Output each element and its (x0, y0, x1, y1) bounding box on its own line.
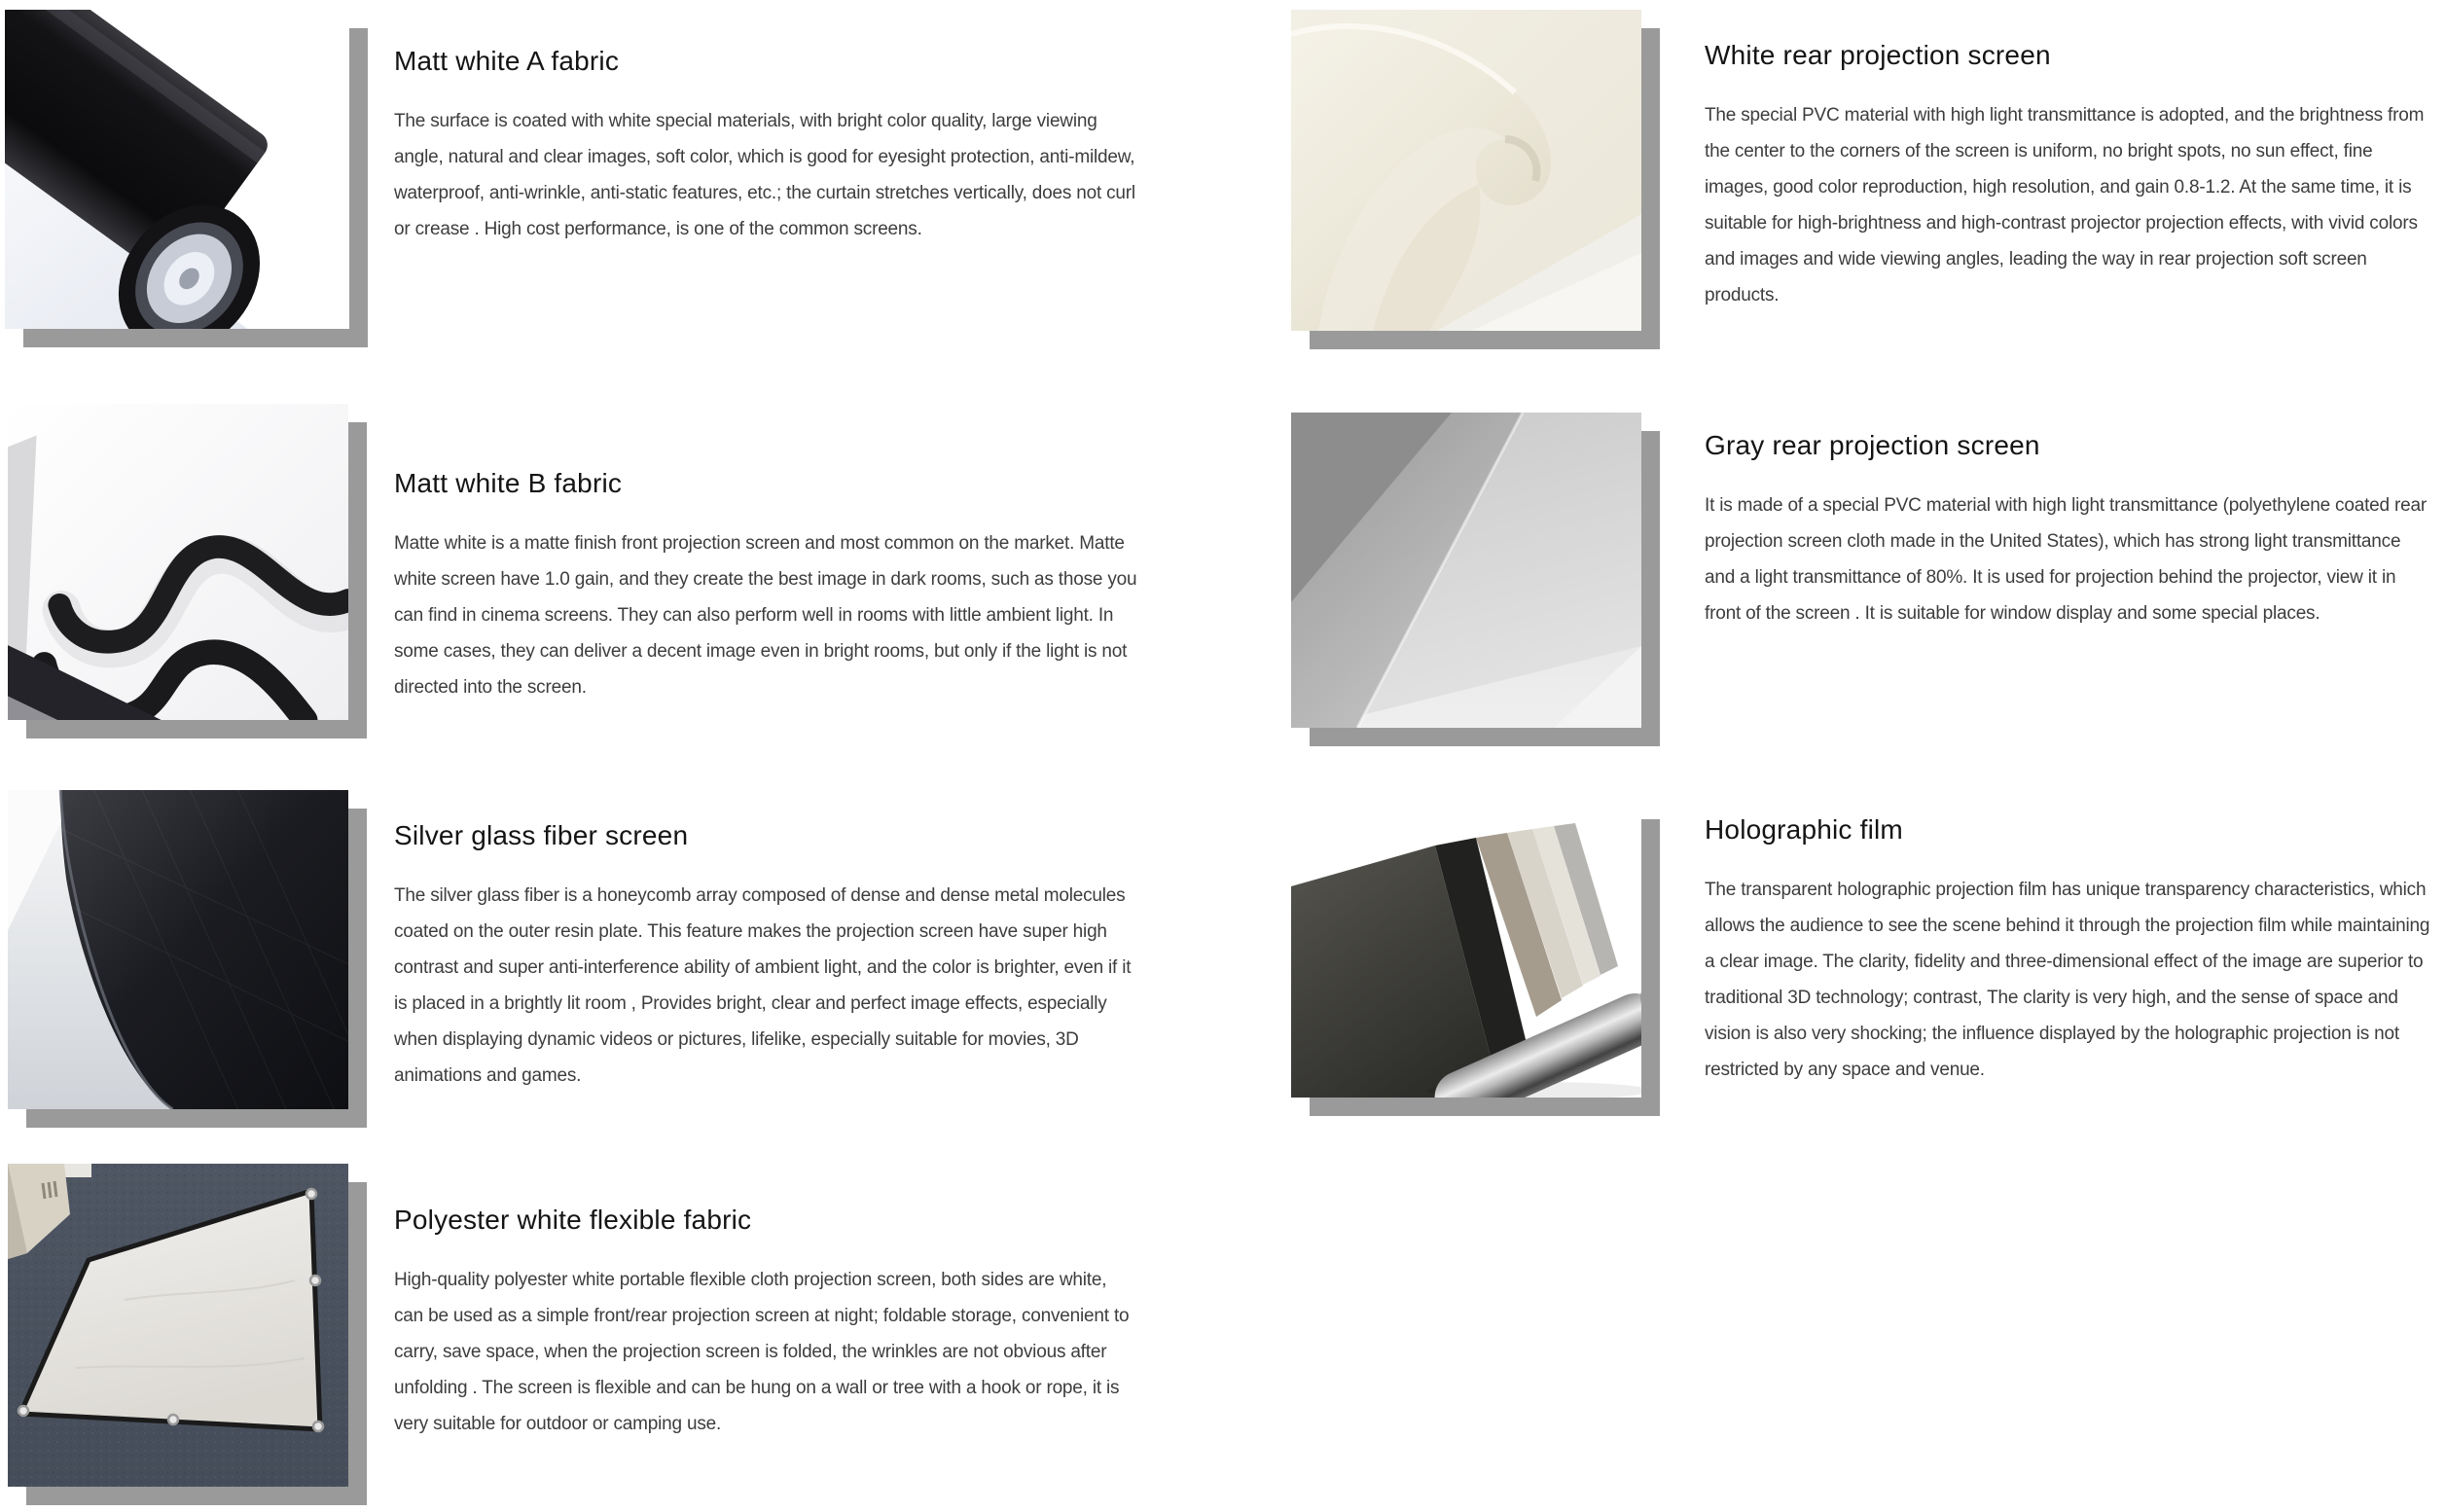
white-rear-fold-illustration (1291, 10, 1641, 331)
product-description: The surface is coated with white special materials, with bright color quality, large viewing angle, natural and clear images, soft color, which is good for eyesight protection, anti-mildew, waterproof, anti-wrinkle, anti-static features, etc.; the curtain stretches vertically, does not curl or crease . High cost performance, is one of the common screens. (394, 111, 1135, 239)
product-description: The silver glass fiber is a honeycomb array composed of dense and dense metal molecules coated on the outer resin plate. This feature makes the projection screen have super high contrast and super anti-interference ability of ambient light, and the color is brighter, even if it is placed in a brightly lit room , Provides bright, clear and perfect image effects, especially when displaying dynamic videos or pictures, lifelike, especially suitable for movies, 3D animations and games. (394, 885, 1132, 1086)
product-description: High-quality polyester white portable flexible cloth projection screen, both sides are white, can be used as a simple front/rear projection screen at night; foldable storage, convenient to carry, save space, when the projection screen is folded, the wrinkles are not obvious after unfolding . The screen is flexible and can be hung on a wall or tree with a hook or rope, it is very suitable for outdoor or camping use. (394, 1270, 1130, 1434)
polyester-flexible-fabric-image (8, 1164, 348, 1487)
holographic-film-text-block (1705, 813, 2432, 1088)
product-description: It is made of a special PVC material with high light transmittance (polyethylene coated rear projection screen cloth made in the United States), which has strong light transmittance and a light transmittance of 80%. It is used for projection behind the projector, view it in front of the screen . It is suitable for window display and some special places. (1705, 495, 2427, 624)
product-title: Silver glass fiber screen (394, 820, 689, 850)
silver-glass-fiber-illustration (8, 790, 348, 1109)
polyester-sheet-on-carpet-illustration (8, 1164, 348, 1487)
polyester-flexible-text-block (394, 1204, 1138, 1442)
gray-rear-projection-image (1291, 413, 1641, 728)
silver-glass-fiber-text-block (394, 819, 1143, 1094)
holographic-film-image (1291, 801, 1641, 1098)
product-description: The transparent holographic projection film has unique transparency characteristics, which allows the audience to see the scene behind it through the projection film while maintaining a clear image. The clarity, fidelity and three-dimensional effect of the image are superior to traditional 3D technology; contrast, The clarity is very high, and the sense of space and vision is also very shocking; the influence displayed by the holographic projection is not restricted by any space and venue. (1705, 880, 2430, 1080)
product-title: Matt white A fabric (394, 46, 620, 76)
matt-white-a-fabric-image (5, 10, 349, 329)
product-title: Polyester white flexible fabric (394, 1205, 752, 1235)
product-description: The special PVC material with high light transmittance is adopted, and the brightness from the center to the corners of the screen is uniform, no bright spots, no sun effect, fine images, good color reproduction, high resolution, and gain 0.8-1.2. At the same time, it is suitable for high-brightness and high-contrast projector projection effects, with vivid colors and images and wide viewing angles, leading the way in rear projection soft screen products. (1705, 105, 2425, 306)
product-title: Matt white B fabric (394, 468, 623, 498)
gray-rear-text-block (1705, 429, 2432, 631)
matt-white-b-waves-illustration (8, 404, 348, 720)
matt-white-b-fabric-image (8, 404, 348, 720)
product-title: Gray rear projection screen (1705, 430, 2040, 460)
gray-rear-fold-illustration (1291, 413, 1641, 728)
white-rear-projection-image (1291, 10, 1641, 331)
white-rear-text-block (1705, 39, 2432, 313)
matt-white-b-text-block (394, 467, 1138, 705)
holographic-film-illustration (1291, 801, 1641, 1098)
silver-glass-fiber-image (8, 790, 348, 1109)
product-title: Holographic film (1705, 814, 1903, 845)
product-description: Matte white is a matte finish front projection screen and most common on the market. Matte white screen have 1.0 gain, and they create the best image in dark rooms, such as those you can find in cinema screens. They can also perform well in rooms with little ambient light. In some cases, they can deliver a decent image even in bright rooms, but only if the light is not directed into the screen. (394, 533, 1137, 698)
matt-white-a-text-block (394, 45, 1138, 247)
matt-white-a-roll-illustration (5, 10, 349, 329)
product-title: White rear projection screen (1705, 40, 2051, 70)
